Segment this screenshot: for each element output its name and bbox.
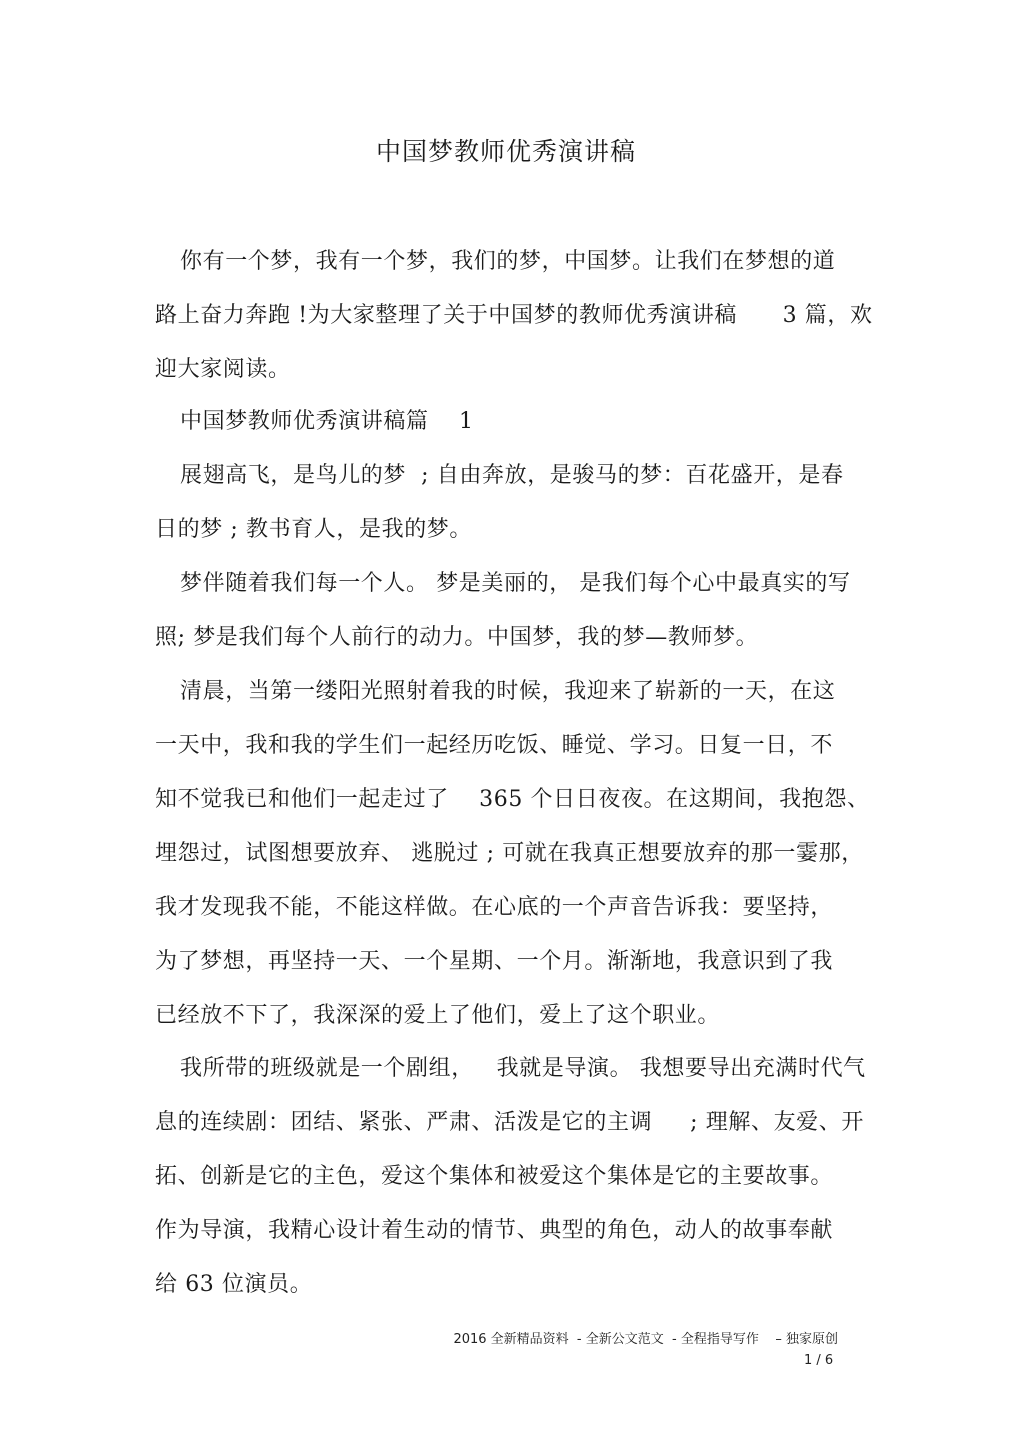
text-line: 你有一个梦，我有一个梦，我们的梦，中国梦。让我们在梦想的道 (180, 249, 836, 274)
text-line: 作为导演，我精心设计着生动的情节、典型的角色，动人的故事奉献 (155, 1218, 834, 1243)
text-line: 我才发现我不能，不能这样做。在心底的一个声音告诉我：要坚持， (155, 895, 834, 920)
text-line: 我所带的班级就是一个剧组， 我就是导演。 我想要导出充满时代气 (180, 1056, 866, 1081)
page-number: 1 / 6 (804, 1353, 834, 1368)
section-heading: 中国梦教师优秀演讲稿篇 1 (180, 409, 474, 434)
text-line: 拓、创新是它的主色，爱这个集体和被爱这个集体是它的主要故事。 (155, 1164, 834, 1189)
text-line: 息的连续剧：团结、紧张、严肃、活泼是它的主调 ; 理解、友爱、开 (155, 1110, 864, 1135)
text-line: 梦伴随着我们每一个人。 梦是美丽的， 是我们每个心中最真实的写 (180, 571, 851, 596)
text-line: 给 63 位演员。 (155, 1272, 313, 1297)
text-line: 一天中，我和我的学生们一起经历吃饭、睡觉、学习。日复一日，不 (155, 733, 834, 758)
text-line: 为了梦想，再坚持一天、一个星期、一个月。渐渐地，我意识到了我 (155, 949, 834, 974)
page-title: 中国梦教师优秀演讲稿 (375, 137, 636, 166)
text-line: 埋怨过，试图想要放弃、 逃脱过 ; 可就在我真正想要放弃的那一霎那， (155, 841, 864, 866)
text-line: 知不觉我已和他们一起走过了 365 个日日夜夜。在这期间，我抱怨、 (155, 787, 870, 812)
footer-text: 2016 全新精品资料 - 全新公文范文 - 全程指导写作 – 独家原创 (453, 1332, 838, 1347)
text-line: 清晨，当第一缕阳光照射着我的时候，我迎来了崭新的一天，在这 (180, 679, 836, 704)
text-line: 迎大家阅读。 (155, 357, 291, 382)
text-line: 已经放不下了，我深深的爱上了他们，爱上了这个职业。 (155, 1003, 721, 1028)
text-line: 展翅高飞，是鸟儿的梦 ; 自由奔放，是骏马的梦：百花盛开，是春 (180, 463, 844, 488)
text-line: 日的梦 ; 教书育人，是我的梦。 (155, 517, 472, 542)
text-line: 路上奋力奔跑 !为大家整理了关于中国梦的教师优秀演讲稿 3 篇，欢 (155, 303, 873, 328)
text-line: 照; 梦是我们每个人前行的动力。中国梦，我的梦—教师梦。 (155, 625, 759, 650)
